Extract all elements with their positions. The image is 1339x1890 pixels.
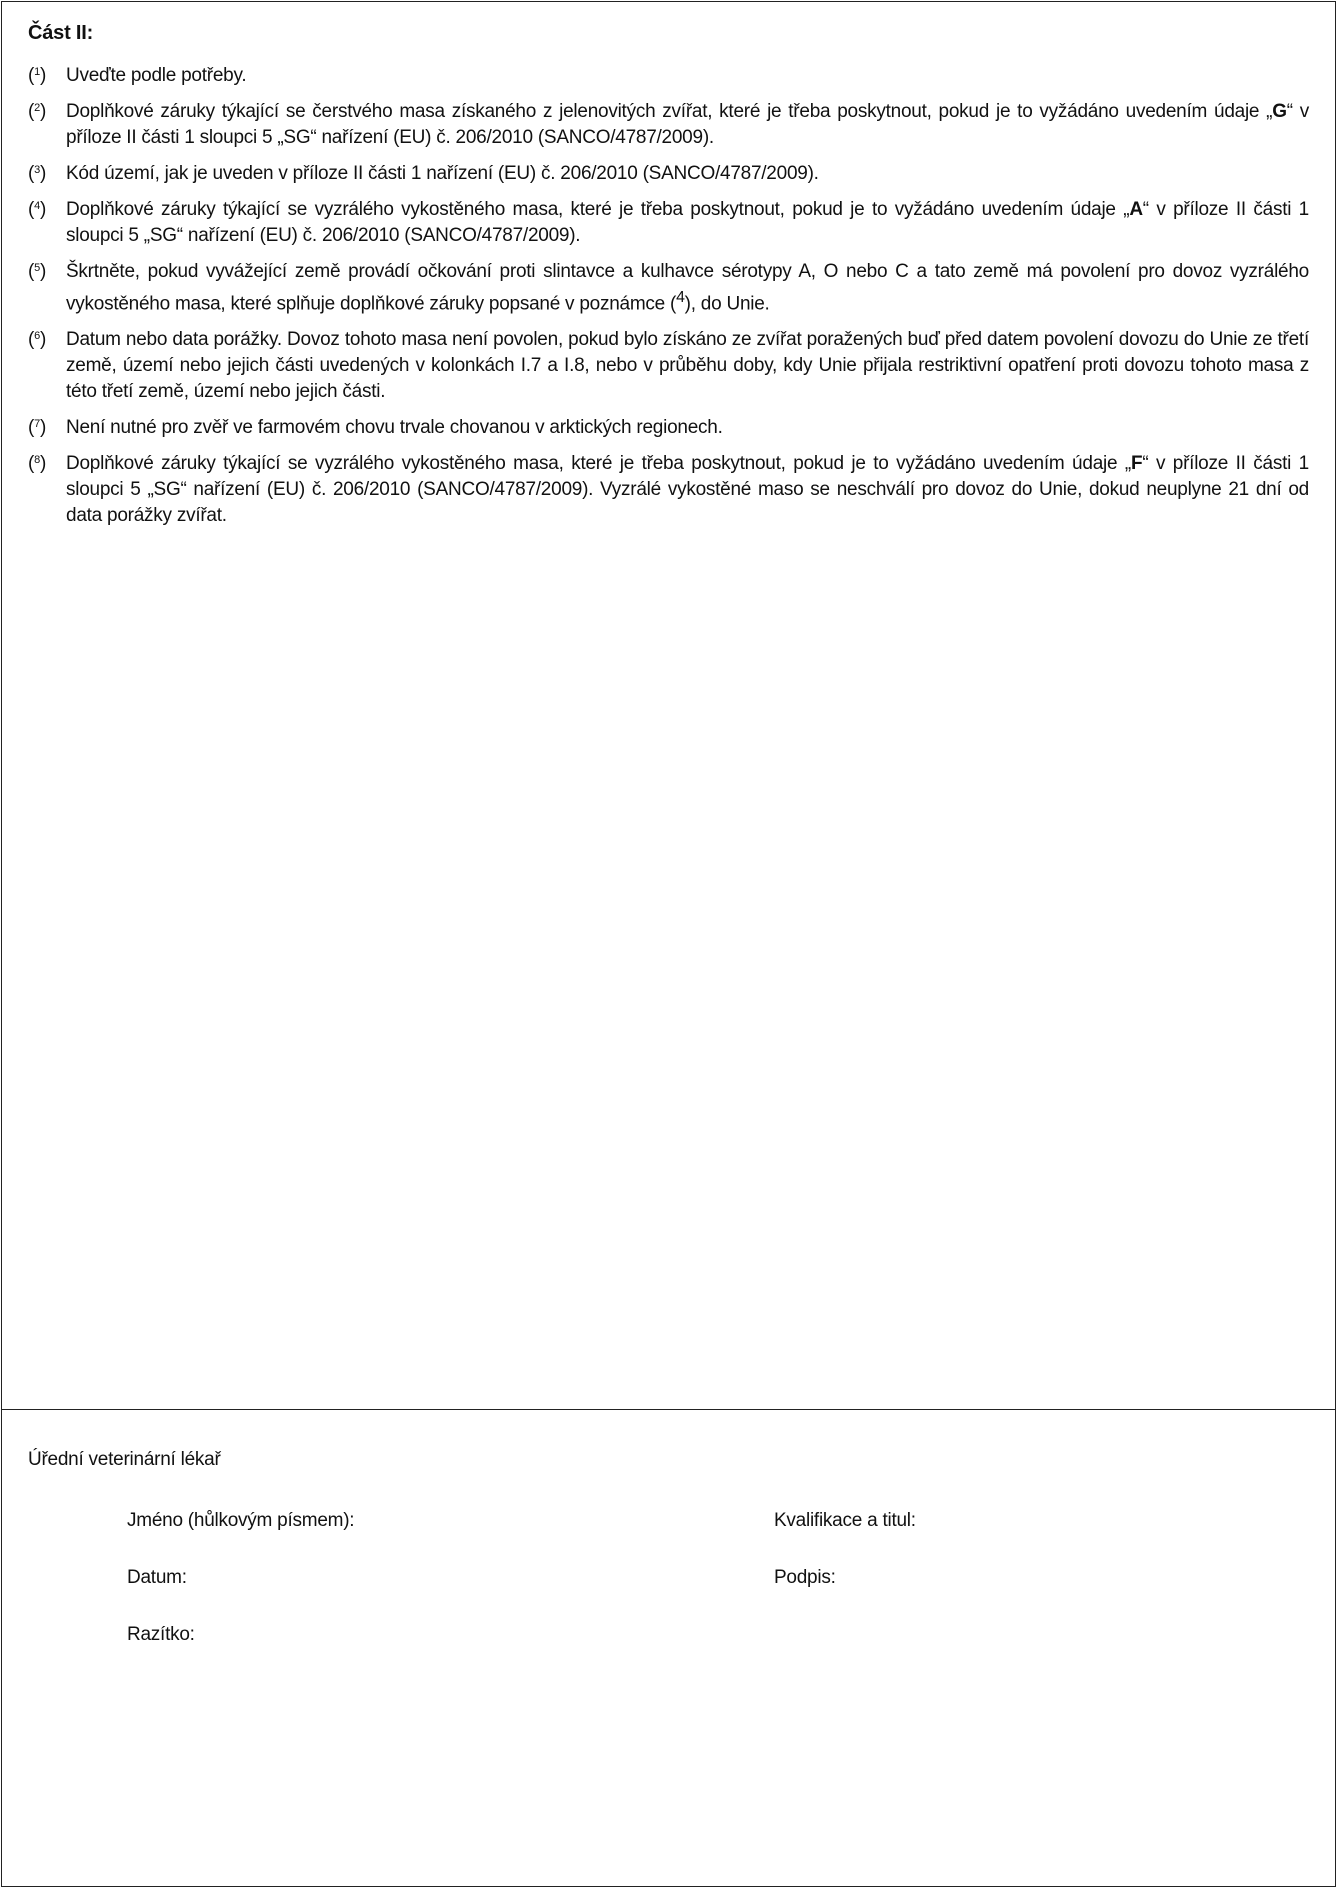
footnote-text-part: Uveďte podle potřeby. [66,65,247,86]
footnote-code: A [1129,199,1143,220]
footnote-text-part: Doplňkové záruky týkající se vyzrálého vykostěného masa, které je třeba poskytnout, pokud je to vyžádáno uvedením údaje „ [66,199,1130,220]
footnote-text [66,161,1309,187]
footnote-number-value: 8 [34,454,40,467]
date-label: Datum: [127,1567,187,1588]
footnote-text [66,259,1309,317]
footnote-number-value: 5 [34,262,40,274]
footnote-text-part: “ v příloze II části 1 sloupci 5 „SG“ nařízení (EU) č. 206/2010 (SANCO/4787/2009). [66,199,1309,246]
footnote-item [28,63,1309,89]
footnote-code: F [1130,453,1143,475]
footnote-number-value: 6 [34,330,40,343]
footnote-text [66,197,1309,249]
signature-title: Úřední veterinární lékař [28,1449,221,1470]
footnote-item [28,415,1309,441]
footnote-text-part: “ v příloze II části 1 sloupci 5 „SG“ nařízení (EU) č. 206/2010 (SANCO/4787/2009). Vyzrálé vykostěné maso se neschválí pro dovoz do Unie, dokud neuplyne 21 dní od data porážky zvířat. [66,453,1309,527]
footnote-number: ($^5$) [28,261,47,282]
footnote-item [28,327,1309,405]
footnote-reference: 4 [676,289,685,306]
notes-section [2,2,1335,1410]
footnote-text-part: Doplňkové záruky týkající se vyzrálého vykostěného masa, které je třeba poskytnout, pokud je to vyžádáno uvedením údaje „ [66,453,1131,475]
document-frame [1,1,1336,1887]
footnote-number-value: 3 [34,164,40,176]
footnote-text [66,451,1309,529]
footnote-text-part: “ v příloze II části 1 sloupci 5 „SG“ nařízení (EU) č. 206/2010 (SANCO/4787/2009). [66,101,1309,148]
footnote-number: ($^8$) [28,453,47,475]
footnote-item [28,197,1309,249]
footnote-number-value: 1 [34,66,40,78]
name-label: Jméno (hůlkovým písmem): [127,1510,355,1531]
footnote-number: ($^4$) [28,199,47,220]
footnote-list [28,63,1309,529]
footnote-item [28,161,1309,187]
footnote-item [28,99,1309,151]
qualification-label: Kvalifikace a titul: [774,1510,916,1531]
footnote-number: ($^6$) [28,329,47,351]
signature-label: Podpis: [774,1567,836,1588]
footnote-number-value: 7 [34,418,40,431]
footnote-number: ($^3$) [28,163,47,184]
footnote-text-part: ), do Unie. [684,293,770,315]
footnote-text-part: Škrtněte, pokud vyvážející země provádí očkování proti slintavce a kulhavce sérotypy A, O nebo C a tato země má povolení pro dovoz vyzrálého vykostěného masa, které splňuje doplňkové záruky popsané v poznámce ( [66,261,1309,315]
footnote-text [66,99,1309,151]
footnote-text [66,63,1309,89]
footnote-item [28,259,1309,317]
footnote-text [66,327,1309,405]
footnote-number-value: 4 [34,200,40,212]
footnote-text-part: Doplňkové záruky týkající se čerstvého masa získaného z jelenovitých zvířat, které je třeba poskytnout, pokud je to vyžádáno uvedením údaje „ [66,101,1273,122]
footnote-number: ($^7$) [28,417,47,439]
footnote-number: ($^2$) [28,101,47,122]
footnote-text-part: Kód území, jak je uveden v příloze II části 1 nařízení (EU) č. 206/2010 (SANCO/4787/2009). [66,163,819,184]
footnote-code: G [1272,101,1287,122]
footnote-text [66,415,1309,441]
footnote-text-part: Datum nebo data porážky. Dovoz tohoto masa není povolen, pokud bylo získáno ze zvířat poražených buď před datem povolení dovozu do Unie ze třetí země, území nebo jejich části uvedených v kolonkách I.7 a I.8, nebo v průběhu doby, kdy Unie přijala restriktivní opatření proti dovozu tohoto masa z této třetí země, území nebo jejich části. [66,329,1309,403]
footnote-number: ($^1$) [28,65,47,86]
signature-section [2,1410,1335,1888]
section-title: Část II: [28,22,94,44]
footnote-text-part: Není nutné pro zvěř ve farmovém chovu trvale chovanou v arktických regionech. [66,417,723,439]
footnote-item [28,451,1309,529]
stamp-label: Razítko: [127,1624,195,1645]
footnote-number-value: 2 [34,102,40,114]
